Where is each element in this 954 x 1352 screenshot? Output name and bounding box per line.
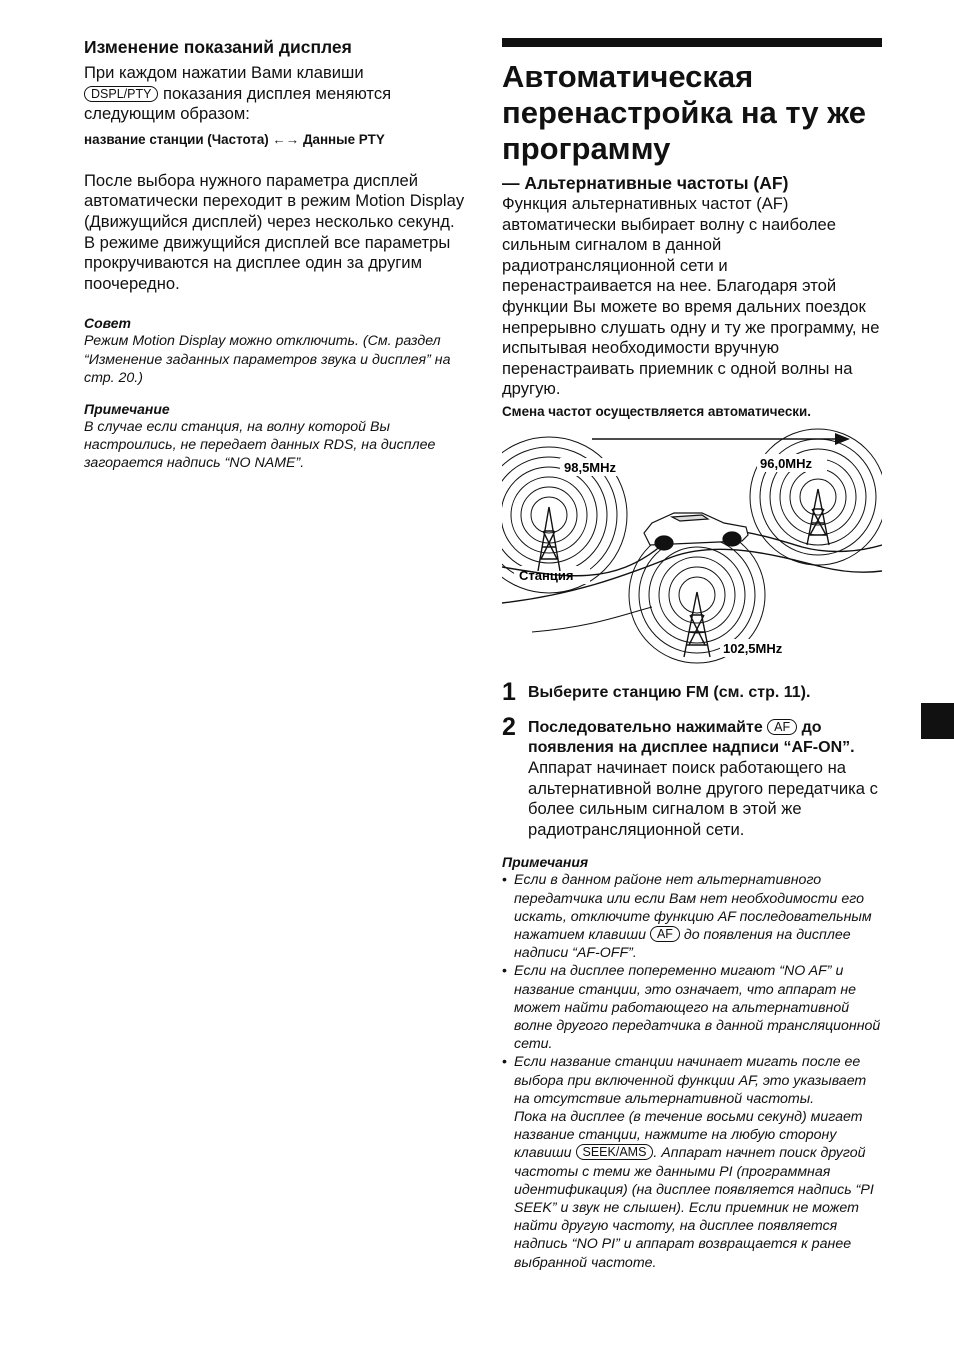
radio-tower-3: [684, 592, 710, 657]
note-item-3: [502, 1053, 882, 1271]
right-column: [502, 38, 882, 1272]
section-heading-display: Изменение показаний дисплея: [84, 37, 352, 57]
note-1-text-b: до появления на дисплее надписи “AF-OFF”.: [514, 926, 851, 962]
car-icon: [644, 513, 748, 550]
note-item-1: [502, 871, 882, 962]
radio-tower-2: [807, 489, 829, 545]
step-2-text-a: Последовательно нажимайте: [528, 718, 768, 736]
display-sequence: название станции (Частота) ←→ Данные PTY: [84, 131, 385, 147]
step-2-description: Аппарат начинает поиск работающего на альтернативной волне другого передатчика с более сильным сигналом в этой же радиотрансляционной сети.: [528, 757, 878, 839]
step-2-number: 2: [502, 712, 516, 741]
radio-tower-1: [538, 507, 560, 571]
step-1-number: 1: [502, 677, 516, 706]
paragraph-scroll: В режиме движущийся дисплей все параметры прокручиваются на дисплее один за другим поочередно.: [84, 232, 451, 293]
step-2: [502, 712, 882, 840]
intro-paragraph: [84, 63, 474, 125]
bullet: •: [502, 1054, 507, 1071]
step-1: [502, 677, 882, 706]
step-2-text-b: до появления на дисплее надписи “AF-ON”.: [528, 718, 855, 756]
step-2-text: [528, 718, 882, 758]
bullet: •: [502, 963, 507, 980]
page-title: Автоматическая перенастройка на ту же программу: [502, 59, 867, 166]
note-2-text: Если на дисплее попеременно мигают “NO AF” и название станции, это означает, что аппарат не может найти работающего на альтернативной волне другого передатчика в данной трансляционной сети.: [514, 963, 881, 1053]
af-key-note: AF: [650, 926, 680, 942]
station-label: Станция: [519, 567, 574, 583]
af-diagram: [502, 427, 882, 675]
freq-label-1: 98,5MHz: [564, 459, 617, 475]
intro-text-1: При каждом нажатии Вами клавиши: [84, 63, 364, 82]
af-description: Функция альтернативных частот (AF) автоматически выбирает волну с наиболее сильным сигналом в данной радиотрансляционной сети и перенастраивается на нее. Благодаря этой функции Вы можете во время дальних поездок непрерывно слушать одну и ту же программу, не испытывая необходимости вручную перенастраивать приемник с одной волны на другую.: [502, 194, 880, 399]
left-column: [84, 36, 474, 473]
tip-heading: Совет: [84, 315, 132, 332]
direction-arrow: [592, 433, 850, 445]
seek-ams-key: SEEK/AMS: [576, 1144, 654, 1160]
note-3-text-a: Если название станции начинает мигать после ее выбора при включенной функции AF, это указывает на отсутствие альтернативной частоты.: [514, 1054, 867, 1107]
note-1-text-a: Если в данном районе нет альтернативного передатчика или если Вам нет необходимости его искать, отключите функцию AF последовательным нажатием клавиши: [514, 872, 872, 943]
title-rule: [502, 38, 882, 47]
freq-label-3: 102,5MHz: [723, 640, 783, 656]
notes-list: [502, 871, 882, 1271]
step-1-text: Выберите станцию FM (см. стр. 11).: [528, 683, 811, 701]
note-item-2: [502, 962, 882, 1053]
af-key: AF: [767, 719, 797, 735]
intro-text-2: показания дисплея меняются следующим образом:: [84, 83, 392, 124]
note-3-text-c: . Аппарат начнет поиск другой частоты с теми же данными PI (программная идентификация) (на дисплее появляется надпись “PI SEEK” и звук не слышен). Если приемник не может найти другую частоту, на дисплее появляется надпись “NO PI” и аппарат возвращается к ранее выбранной частоте.: [514, 1145, 874, 1271]
dspl-pty-key: DSPL/PTY: [84, 86, 158, 102]
note-text: В случае если станция, на волну которой Вы настроились, не передает данных RDS, на дисплее загорается надпись “NO NAME”.: [84, 418, 436, 472]
diagram-caption: Смена частот осуществляется автоматически.: [502, 403, 811, 419]
note-3-text-b: Пока на дисплее (в течение восьми секунд) мигает название станции, нажмите на любую сторону клавиши: [514, 1108, 863, 1162]
note-heading: Примечание: [84, 400, 170, 417]
section-subtitle: — Альтернативные частоты (AF): [502, 173, 789, 193]
freq-label-2: 96,0MHz: [760, 455, 813, 471]
page-edge-tab: [921, 703, 954, 739]
bullet: •: [502, 872, 507, 889]
notes-heading: Примечания: [502, 854, 589, 871]
af-diagram-illustration: [502, 427, 882, 675]
tip-text: Режим Motion Display можно отключить. (См. раздел “Изменение заданных параметров звука и дисплея” на стр. 20.): [84, 333, 451, 386]
paragraph-motion: После выбора нужного параметра дисплей автоматически переходит в режим Motion Display (Движущийся дисплей) через несколько секунд.: [84, 170, 465, 231]
